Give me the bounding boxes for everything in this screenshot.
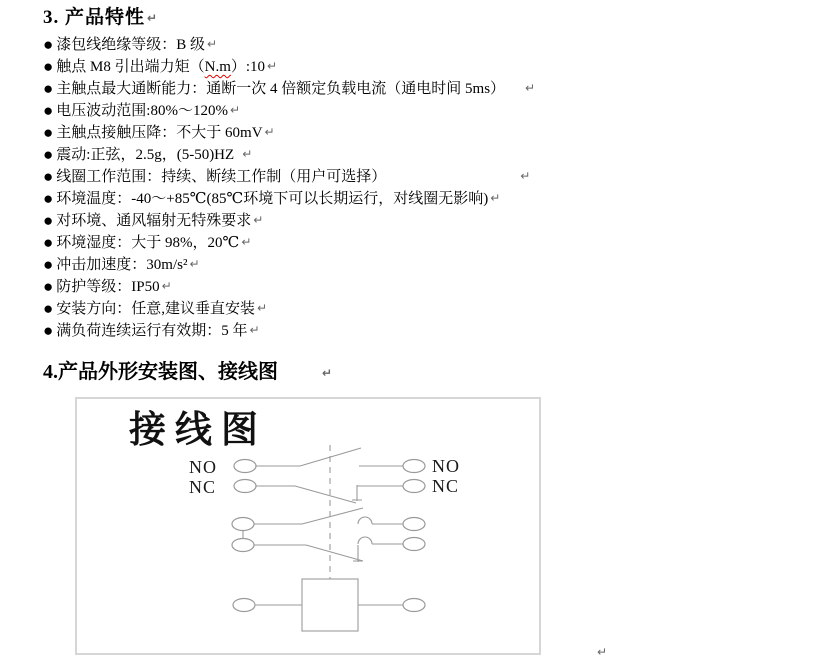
bullet-icon: ●: [43, 35, 54, 54]
feature-item-11: [43, 275, 172, 297]
bullet-icon: ●: [43, 233, 54, 252]
feature-text: 主触点接触压降：不大于 60mV: [56, 125, 263, 141]
bullet-icon: ●: [43, 101, 54, 120]
feature-item-5: [43, 143, 252, 165]
paragraph-mark-icon: ↵: [257, 301, 268, 315]
paragraph-mark-icon: ↵: [264, 125, 275, 139]
bullet-icon: ●: [43, 277, 54, 296]
feature-item-1: [43, 55, 277, 77]
spellcheck-word: N.m: [204, 59, 231, 75]
terminal-circle: [233, 599, 255, 612]
terminal-circle: [403, 480, 425, 493]
feature-text: 安装方向：任意,建议垂直安装: [56, 301, 256, 317]
feature-item-10: [43, 253, 200, 275]
bullet-icon: ●: [43, 123, 54, 142]
nc-label-left: NC: [189, 477, 217, 497]
feature-text: 主触点最大通断能力：通断一次 4 倍额定负载电流（通电时间 5ms）: [56, 81, 506, 97]
feature-item-2: [43, 77, 535, 99]
bullet-icon: ●: [43, 321, 54, 340]
paragraph-mark-icon: ↵: [147, 11, 159, 25]
wiring-diagram-box: [75, 397, 541, 655]
paragraph-mark-icon: ↵: [207, 37, 218, 51]
feature-text: 震动:正弦，2.5g，(5-50)HZ: [56, 147, 235, 163]
feature-item-9: [43, 231, 251, 253]
terminal-circle: [403, 460, 425, 473]
paragraph-mark-icon: ↵: [490, 191, 501, 205]
terminal-circle: [232, 539, 254, 552]
feature-text: 满负荷连续运行有效期：5 年: [56, 323, 248, 339]
feature-text: 对环境、通风辐射无特殊要求: [56, 213, 252, 229]
section3-title-text: 3. 产品特性: [43, 7, 146, 28]
feature-text: 环境湿度：大于 98%，20℃: [56, 235, 240, 251]
nc-label-right: NC: [432, 476, 460, 496]
contact-nc-2: [254, 537, 403, 562]
feature-item-8: [43, 209, 263, 231]
feature-text: 电压波动范围:80%～120%: [56, 103, 228, 119]
wiring-diagram: [77, 399, 539, 653]
paragraph-mark-icon: ↵: [189, 257, 200, 271]
paragraph-mark-icon: ↵: [242, 147, 253, 161]
paragraph-mark-icon: ↵: [267, 59, 278, 73]
feature-text: 防护等级：IP50: [56, 279, 160, 295]
section3-title: [43, 2, 158, 29]
paragraph-mark-icon: ↵: [249, 323, 260, 337]
feature-text: ）:10: [230, 59, 266, 75]
bullet-icon: ●: [43, 167, 54, 186]
terminal-circle: [234, 460, 256, 473]
paragraph-mark-icon: ↵: [597, 645, 608, 659]
feature-text: 线圈工作范围：持续、断续工作制（用户可选择）: [56, 169, 387, 185]
terminal-circle: [232, 518, 254, 531]
coil-box: [302, 579, 358, 631]
paragraph-mark-icon: ↵: [241, 235, 252, 249]
feature-item-13: [43, 319, 260, 341]
paragraph-mark-icon: ↵: [253, 213, 264, 227]
paragraph-mark-icon: ↵: [520, 169, 531, 183]
bullet-icon: ●: [43, 189, 54, 208]
contact-no-2: [254, 508, 403, 524]
terminal-circle: [234, 480, 256, 493]
terminal-circle: [403, 599, 425, 612]
bullet-icon: ●: [43, 79, 54, 98]
paragraph-mark-icon: ↵: [322, 366, 333, 380]
feature-item-7: [43, 187, 500, 209]
paragraph-mark-icon: ↵: [525, 81, 536, 95]
feature-item-0: [43, 33, 217, 55]
feature-item-4: [43, 121, 275, 143]
bullet-icon: ●: [43, 299, 54, 318]
terminal-circle: [403, 518, 425, 531]
diagram-title: 接线图: [129, 410, 267, 451]
bullet-icon: ●: [43, 211, 54, 230]
feature-text: 环境温度：-40～+85℃(85℃环境下可以长期运行，对线圈无影响): [56, 191, 489, 207]
section4-title-text: 4.产品外形安装图、接线图: [43, 361, 278, 383]
no-label-right: NO: [432, 456, 460, 476]
feature-item-12: [43, 297, 267, 319]
feature-text: 冲击加速度：30m/s²: [56, 257, 188, 273]
bullet-icon: ●: [43, 255, 54, 274]
no-label-left: NO: [189, 457, 217, 477]
section4-title: [43, 355, 332, 384]
bullet-icon: ●: [43, 145, 54, 164]
feature-item-6: [43, 165, 530, 187]
feature-text: 触点 M8 引出端力矩（: [56, 59, 205, 75]
feature-text: 漆包线绝缘等级：B 级: [56, 37, 206, 53]
feature-item-3: [43, 99, 240, 121]
bullet-icon: ●: [43, 57, 54, 76]
terminal-circle: [403, 538, 425, 551]
paragraph-mark-icon: ↵: [229, 103, 241, 117]
paragraph-mark-icon: ↵: [161, 279, 172, 293]
